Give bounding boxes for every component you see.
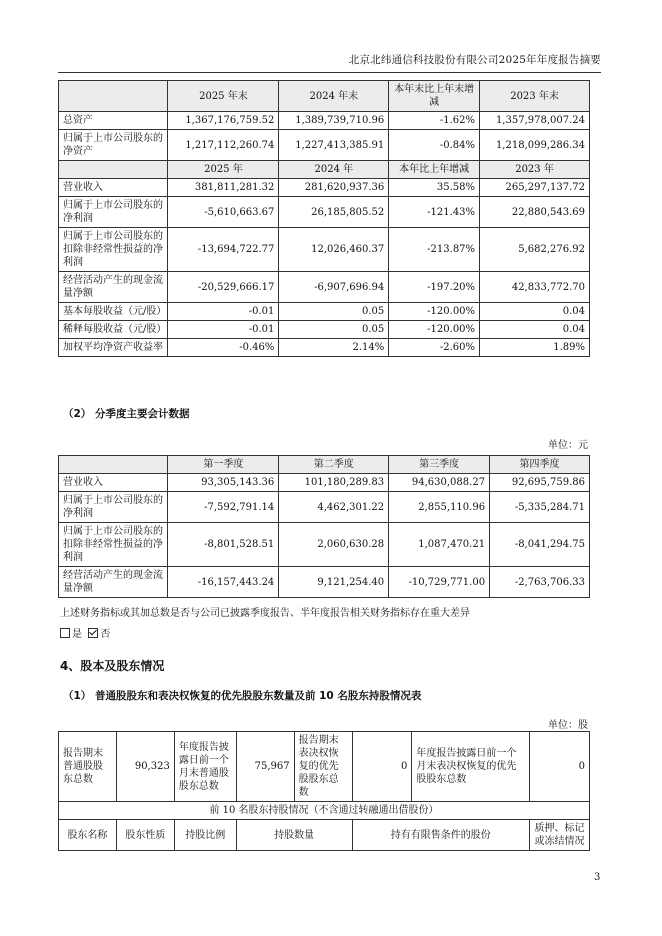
cell-value: -2.60% <box>389 339 480 357</box>
difference-choice <box>60 625 110 640</box>
cell-value: 1,367,176,759.52 <box>168 112 279 130</box>
cell-value: 22,880,543.69 <box>480 197 590 228</box>
cell-value: 0 <box>530 732 590 802</box>
checkbox-unchecked-icon <box>60 628 70 638</box>
header-cell: 持有有限售条件的股份 <box>352 820 530 851</box>
row-label: 归属于上市公司股东的扣除非经常性损益的净利润 <box>59 228 168 272</box>
table-row <box>59 303 590 321</box>
cell-value: -213.87% <box>389 228 480 272</box>
row-label: 营业收入 <box>59 474 168 492</box>
table-header-row <box>59 81 590 112</box>
header-cell: 持股数量 <box>236 820 352 851</box>
header-cell: 本年比上年增减 <box>389 161 480 179</box>
top10-title: 前 10 名股东持股情况（不含通过转融通出借股份） <box>59 802 590 820</box>
header-cell: 股东性质 <box>116 820 174 851</box>
cell-value: 12,026,460.37 <box>279 228 389 272</box>
cell-value: -7,592,791.14 <box>168 492 279 523</box>
cell-value: 35.58% <box>389 179 480 197</box>
row-label: 基本每股收益（元/股） <box>59 303 168 321</box>
table-header-row <box>59 802 590 820</box>
row-label: 经营活动产生的现金流量净额 <box>59 272 168 303</box>
shareholder-section-title: 4、股本及股东情况 <box>60 659 165 673</box>
row-label: 年度报告披露日前一个月末普通股股东总数 <box>174 732 236 802</box>
cell-value: -0.46% <box>168 339 279 357</box>
cell-value: 90,323 <box>116 732 174 802</box>
cell-value: -20,529,666.17 <box>168 272 279 303</box>
cell-value: -10,729,771.00 <box>389 567 490 598</box>
header-cell: 股东名称 <box>59 820 117 851</box>
cell-value: 0 <box>352 732 412 802</box>
table-row <box>59 112 590 130</box>
header-cell: 本年末比上年末增减 <box>389 81 480 112</box>
quarterly-table <box>58 455 590 598</box>
cell-value: 94,630,088.27 <box>389 474 490 492</box>
quarterly-unit: 单位：元 <box>548 440 588 451</box>
cell-value: 9,121,254.40 <box>279 567 389 598</box>
header-cell: 2023 年 <box>480 161 590 179</box>
cell-value: -0.84% <box>389 130 480 161</box>
header-cell: 2025 年 <box>168 161 279 179</box>
header-cell: 第四季度 <box>490 456 590 474</box>
table-row <box>59 339 590 357</box>
cell-value: 92,695,759.86 <box>490 474 590 492</box>
cell-value: -5,610,663.67 <box>168 197 279 228</box>
row-label: 加权平均净资产收益率 <box>59 339 168 357</box>
cell-value: 1.89% <box>480 339 590 357</box>
cell-value: -121.43% <box>389 197 480 228</box>
cell-value: 26,185,805.52 <box>279 197 389 228</box>
shareholder-table <box>58 731 590 851</box>
running-header: 北京北纬通信科技股份有限公司2025年年度报告摘要 <box>58 52 601 73</box>
table-row <box>59 474 590 492</box>
row-label: 归属于上市公司股东的净利润 <box>59 197 168 228</box>
cell-value: -6,907,696.94 <box>279 272 389 303</box>
cell-value: 2,060,630.28 <box>279 523 389 567</box>
row-label: 归属于上市公司股东的扣除非经常性损益的净利润 <box>59 523 168 567</box>
cell-value: -2,763,706.33 <box>490 567 590 598</box>
cell-value: 75,967 <box>236 732 294 802</box>
cell-value: 265,297,137.72 <box>480 179 590 197</box>
checkbox-checked-icon <box>88 628 98 638</box>
row-label: 营业收入 <box>59 179 168 197</box>
table-row <box>59 179 590 197</box>
cell-value: 281,620,937.36 <box>279 179 389 197</box>
row-label: 稀释每股收益（元/股） <box>59 321 168 339</box>
header-cell <box>59 161 168 179</box>
header-cell: 第一季度 <box>168 456 279 474</box>
row-label: 年度报告披露日前一个月末表决权恢复的优先股股东总数 <box>412 732 530 802</box>
choice-no-label: 否 <box>100 629 111 640</box>
cell-value: 0.05 <box>279 321 389 339</box>
header-cell: 2024 年末 <box>279 81 389 112</box>
header-cell: 2023 年末 <box>480 81 590 112</box>
cell-value: 0.04 <box>480 303 590 321</box>
table-row <box>59 732 590 802</box>
row-label: 报告期末普通股股东总数 <box>59 732 117 802</box>
cell-value: -8,041,294.75 <box>490 523 590 567</box>
cell-value: -13,694,722.77 <box>168 228 279 272</box>
cell-value: -120.00% <box>389 321 480 339</box>
cell-value: 1,389,739,710.96 <box>279 112 389 130</box>
cell-value: -0.01 <box>168 303 279 321</box>
choice-yes-label: 是 <box>72 629 82 640</box>
row-label: 报告期末表决权恢复的优先股股东总数 <box>294 732 352 802</box>
cell-value: 1,218,099,286.34 <box>480 130 590 161</box>
cell-value: -5,335,284.71 <box>490 492 590 523</box>
cell-value: 42,833,772.70 <box>480 272 590 303</box>
shareholder-unit: 单位：股 <box>548 720 588 731</box>
cell-value: 101,180,289.83 <box>279 474 389 492</box>
table-row <box>59 492 590 523</box>
cell-value: 1,357,978,007.24 <box>480 112 590 130</box>
header-cell <box>59 456 168 474</box>
table-header-row <box>59 456 590 474</box>
row-label: 总资产 <box>59 112 168 130</box>
header-cell: 2025 年末 <box>168 81 279 112</box>
table-row <box>59 272 590 303</box>
table-row <box>59 197 590 228</box>
cell-value: 5,682,276.92 <box>480 228 590 272</box>
header-cell <box>59 81 168 112</box>
cell-value: -16,157,443.24 <box>168 567 279 598</box>
table-header-row <box>59 161 590 179</box>
cell-value: 0.04 <box>480 321 590 339</box>
key-financial-table <box>58 80 590 357</box>
cell-value: -120.00% <box>389 303 480 321</box>
shareholder-subtitle: （1） 普通股股东和表决权恢复的优先股股东数量及前 10 名股东持股情况表 <box>63 690 422 702</box>
cell-value: 2.14% <box>279 339 389 357</box>
cell-value: 381,811,281.32 <box>168 179 279 197</box>
row-label: 归属于上市公司股东的净资产 <box>59 130 168 161</box>
header-cell: 第三季度 <box>389 456 490 474</box>
row-label: 归属于上市公司股东的净利润 <box>59 492 168 523</box>
table-row <box>59 130 590 161</box>
cell-value: -0.01 <box>168 321 279 339</box>
header-cell: 第二季度 <box>279 456 389 474</box>
table-row <box>59 228 590 272</box>
table-row <box>59 523 590 567</box>
cell-value: -8,801,528.51 <box>168 523 279 567</box>
page-number: 3 <box>594 872 601 883</box>
cell-value: 4,462,301.22 <box>279 492 389 523</box>
row-label: 经营活动产生的现金流量净额 <box>59 567 168 598</box>
header-cell: 2024 年 <box>279 161 389 179</box>
cell-value: 93,305,143.36 <box>168 474 279 492</box>
table-row <box>59 321 590 339</box>
cell-value: -1.62% <box>389 112 480 130</box>
cell-value: 1,087,470.21 <box>389 523 490 567</box>
header-cell: 质押、标记或冻结情况 <box>530 820 590 851</box>
quarterly-section-title: （2） 分季度主要会计数据 <box>63 408 190 420</box>
cell-value: -197.20% <box>389 272 480 303</box>
difference-note: 上述财务指标或其加总数是否与公司已披露季度报告、半年度报告相关财务指标存在重大差异 <box>60 608 470 619</box>
cell-value: 2,855,110.96 <box>389 492 490 523</box>
table-header-row <box>59 820 590 851</box>
cell-value: 1,217,112,260.74 <box>168 130 279 161</box>
cell-value: 1,227,413,385.91 <box>279 130 389 161</box>
header-cell: 持股比例 <box>174 820 236 851</box>
cell-value: 0.05 <box>279 303 389 321</box>
table-row <box>59 567 590 598</box>
